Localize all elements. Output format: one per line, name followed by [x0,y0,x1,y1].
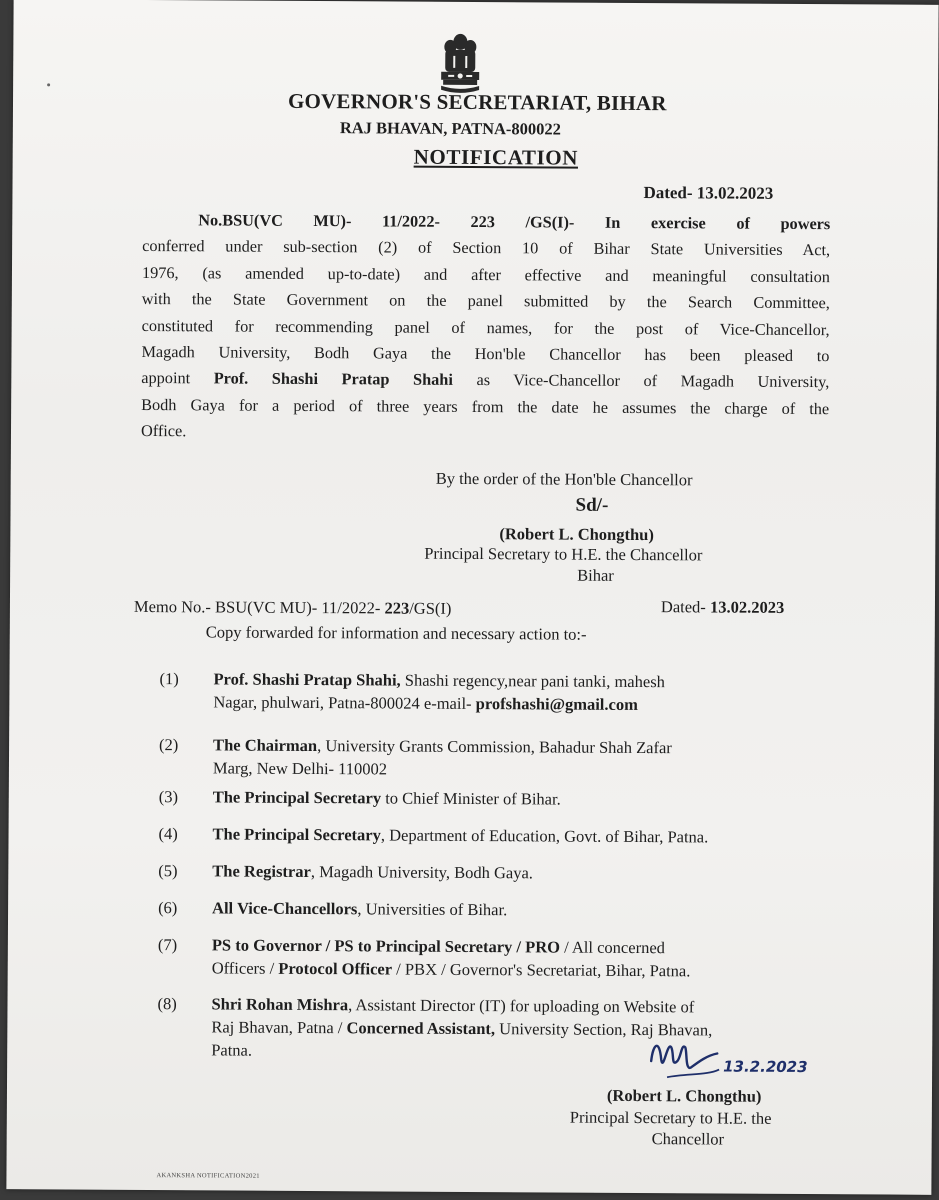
signatory-name-2: (Robert L. Chongthu) [606,1085,762,1106]
body-line: constituted for recommending panel of names, for the post of Vice-Chancellor, [141,315,830,339]
recipient-number: (3) [158,787,179,807]
body-text: as Vice-Chancellor of Magadh University, [452,370,830,392]
recipient-detail: / PBX / Governor's Secretariat, Bihar, Patna. [392,959,691,981]
signed-mark: Sd/- [575,494,609,516]
signatory-designation-2-line2: Chancellor [651,1129,725,1149]
recipient-detail: , University Grants Commission, Bahadur Shah Zafar [317,736,672,758]
recipient-detail: , Magadh University, Bodh Gaya. [310,862,534,883]
body-line: 1976, (as amended up-to-date) and after effective and meaningful consultation [141,262,831,286]
recipient-number: (1) [159,669,179,689]
office-title: GOVERNOR'S SECRETARIAT, BIHAR [287,88,667,116]
recipient-bold: Protocol Officer [278,958,393,979]
recipient-number: (6) [158,898,178,918]
recipient-text [213,667,835,717]
handwritten-signature [647,1031,807,1088]
body-line [141,365,829,396]
recipient-detail: Marg, New Delhi- 110002 [212,758,388,779]
memo-date-label: Dated- [660,597,711,617]
recipient-detail: / All concerned [559,937,665,958]
recipient-bold: Shri Rohan Mishra [211,994,349,1015]
notification-date: Dated- 13.02.2023 [643,183,774,203]
recipient-bold: The Registrar [212,861,311,882]
recipient-text [212,896,834,923]
body-line: Bodh Gaya for a period of three years from the date he assumes the charge of the [141,394,830,418]
recipient-email: profshashi@gmail.com [475,694,638,715]
body-line: with the State Government on the panel submitted by the Search Committee, [141,289,830,313]
recipient-text [213,733,835,783]
recipient-bold: The Principal Secretary [212,787,382,808]
recipient-bold: PS to Governor / PS to Principal Secretary / PRO [211,935,561,957]
signatory-designation: Principal Secretary to H.E. the Chancellor [424,543,703,565]
recipient-detail: Patna. [211,1040,253,1060]
recipient-bold: All Vice-Chancellors [212,898,358,919]
appointee-name: Prof. Shashi Pratap Shahi [213,368,453,390]
recipient-bold: The Principal Secretary [212,824,381,845]
recipient-text [213,785,835,812]
recipient-number: (8) [157,994,177,1014]
body-line: Magadh University, Bodh Gaya the Hon'ble Chancellor has been pleased to [141,341,830,366]
recipient-bold: Prof. Shashi Pratap Shahi, [213,669,401,690]
recipient-number: (2) [159,735,179,755]
recipient-number: (5) [158,861,178,881]
document-heading: NOTIFICATION [413,144,579,170]
body-line: Office. [140,421,187,441]
recipient-detail: University Section, Raj Bhavan, [495,1019,713,1040]
memo-bold-number: 223 [384,598,410,618]
signatory-name: (Robert L. Chongthu) [499,524,654,545]
signatory-designation-2: Principal Secretary to H.E. the [569,1107,772,1128]
notification-number: No.BSU(VC MU)- 11/2022- 223 /GS(I)- In exercise of powers [198,210,831,234]
recipient-text [212,859,834,886]
footer-reference: AKANKSHA NOTIFICATION2021 [156,1172,260,1180]
body-line [142,207,830,238]
recipient-detail: Officers / [211,958,279,978]
memo-number [134,597,452,619]
memo-date-value: 13.02.2023 [709,597,785,617]
recipient-number: (4) [158,824,178,844]
order-line: By the order of the Hon'ble Chancellor [435,468,693,490]
memo-date [661,597,784,618]
recipient-detail: Shashi regency,near pani tanki, mahesh [400,670,665,692]
handwritten-date: 13.2.2023 [723,1057,808,1077]
recipient-text [212,933,834,983]
copy-forwarded-line: Copy forwarded for information and necessary action to:- [205,622,587,644]
office-address: RAJ BHAVAN, PATNA-800022 [339,118,562,139]
recipient-number: (7) [157,935,178,955]
notification-page [6,0,938,1195]
recipient-detail: , Department of Education, Govt. of Bihar, Patna. [380,825,709,847]
recipient-bold: The Chairman [213,735,318,756]
recipient-text [212,822,834,849]
recipient-detail: , Universities of Bihar. [357,899,508,920]
memo-text: Memo No.- BSU(VC MU)- 11/2022- [133,596,385,618]
body-line: conferred under sub-section (2) of Section 10 of Bihar State Universities Act, [142,236,831,260]
memo-text: /GS(I) [409,598,452,618]
recipient-detail: to Chief Minister of Bihar. [381,788,561,809]
scan-speck [47,83,50,86]
recipient-bold: Concerned Assistant, [346,1018,496,1039]
recipient-detail: Raj Bhavan, Patna / [211,1017,347,1038]
signatory-location: Bihar [577,565,614,585]
recipient-detail: Nagar, phulwari, Patna-800024 e-mail- [213,692,476,714]
body-text: appoint [141,368,214,388]
notification-body [141,207,830,449]
recipient-detail: , Assistant Director (IT) for uploading on Website of [348,995,695,1017]
